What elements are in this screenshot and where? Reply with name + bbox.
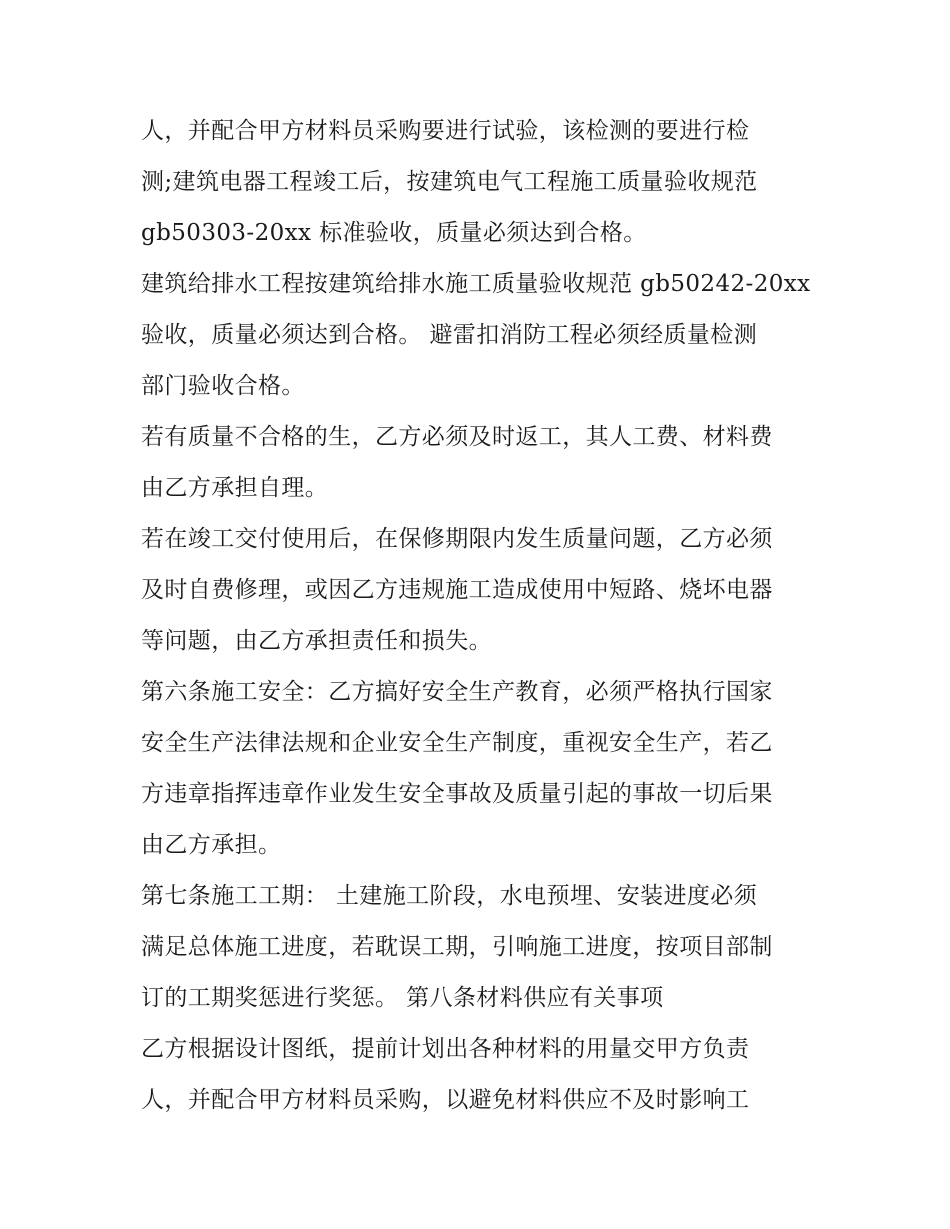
text-line: 第七条施工工期： 土建施工阶段，水电预埋、安装进度必须 <box>141 883 758 909</box>
text-line: 由乙方承担自理。 <box>141 475 329 501</box>
text-line: 验收，质量必须达到合格。 避雷扣消防工程必须经质量检测 <box>141 322 758 348</box>
text-line: 部门验收合格。 <box>141 373 305 399</box>
text-line: 订的工期奖惩进行奖惩。 第八条材料供应有关事项 <box>141 985 664 1011</box>
text-line: 方违章指挥违章作业发生安全事故及质量引起的事故一切后果 <box>141 781 773 807</box>
text-line: 人，并配合甲方材料员采购，以避免材料供应不及时影响工 <box>141 1087 750 1113</box>
text-line: 建筑给排水工程按建筑给排水施工质量验收规范 gb50242-20xx <box>141 271 811 297</box>
text-line: 及时自费修理，或因乙方违规施工造成使用中短路、烧坏电器 <box>141 577 773 603</box>
text-line: 等问题，由乙方承担责任和损失。 <box>141 628 492 654</box>
text-line: 人，并配合甲方材料员采购要进行试验，该检测的要进行检 <box>141 118 750 144</box>
text-line: 测;建筑电器工程竣工后，按建筑电气工程施工质量验收规范 <box>141 169 758 195</box>
text-line: 乙方根据设计图纸，提前计划出各种材料的用量交甲方负责 <box>141 1036 750 1062</box>
text-line: 第六条施工安全：乙方搞好安全生产教育，必须严格执行国家 <box>141 679 773 705</box>
text-line: gb50303-20xx 标准验收，质量必须达到合格。 <box>141 220 647 246</box>
text-line: 安全生产法律法规和企业安全生产制度，重视安全生产，若乙 <box>141 730 773 756</box>
text-line: 满足总体施工进度，若耽误工期，引响施工进度，按项目部制 <box>141 934 773 960</box>
text-line: 由乙方承担。 <box>141 832 282 858</box>
text-line: 若在竣工交付使用后，在保修期限内发生质量问题，乙方必须 <box>141 526 773 552</box>
document-body <box>141 106 831 1126</box>
text-line: 若有质量不合格的生，乙方必须及时返工，其人工费、材料费 <box>141 424 773 450</box>
